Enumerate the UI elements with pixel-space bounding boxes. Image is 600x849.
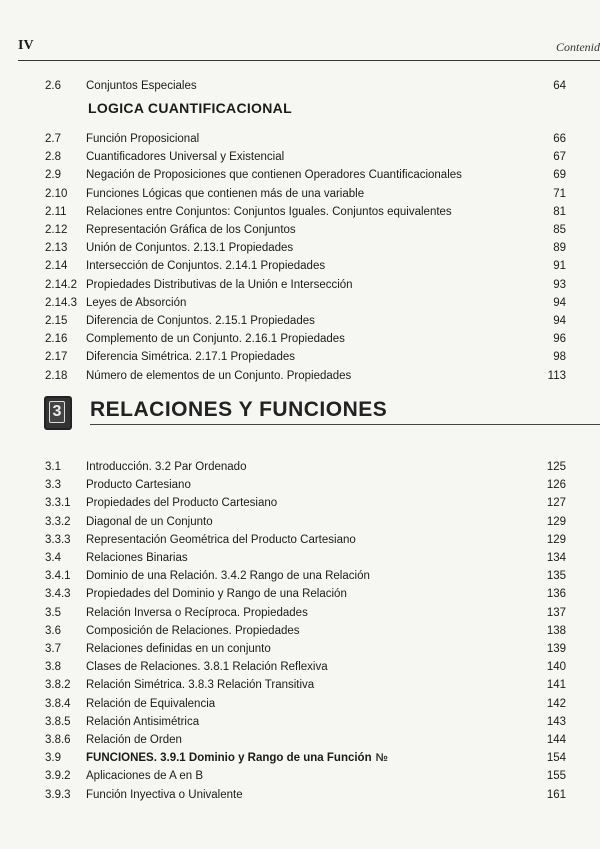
toc-entry-title [86,331,345,348]
toc-entry-page: 139 [546,643,566,655]
toc-entry-number: 2.9 [45,169,61,182]
toc-entry-number: 2.7 [45,133,61,145]
toc-entry-title [86,586,347,603]
toc-entry [0,313,600,330]
running-head: Contenid [556,40,600,54]
toc-entry [0,240,600,257]
toc-entry-title-text: Representación Geométrica del Producto Cartesiano [86,533,356,546]
toc-entry [0,204,600,221]
toc-entry-number: 2.14 [45,260,68,273]
toc-entry-title [86,477,191,494]
toc-entry-page: 71 [553,187,566,200]
toc-entry-title [86,605,308,622]
toc-entry [0,696,600,713]
toc-entry-page: 137 [546,606,566,619]
toc-entry-page: 141 [546,679,566,692]
toc-entry [0,787,600,804]
toc-entry [0,586,600,603]
toc-entry [0,477,600,494]
toc-entry-title-text: Relación de Orden [86,734,182,746]
toc-entry-page: 94 [553,296,566,309]
toc-entry-page: 126 [546,479,566,492]
toc-entry-number: 3.5 [45,606,61,619]
toc-entry [0,331,600,348]
toc-entry-number: 3.4.3 [45,588,71,601]
toc-entry-page: 91 [553,260,566,273]
toc-entry [0,532,600,549]
toc-entry-number: 3.9.3 [45,788,71,801]
toc-entry-title-text: Diagonal de un Conjunto [86,515,213,528]
toc-entry-title [86,131,199,148]
toc-entry-number: 2.15 [45,315,68,327]
toc-entry-number: 2.16 [45,333,68,346]
toc-entry-page: 66 [553,133,566,145]
toc-entry-number: 2.8 [45,151,61,164]
toc-entry-title-text: Cuantificadores Universal y Existencial [86,151,285,164]
toc-entry-title [86,149,284,166]
chapter-title: RELACIONES Y FUNCIONES [90,398,388,421]
toc-entry-page: 155 [546,770,566,783]
handwritten-mark: № [375,752,388,765]
toc-entry-number: 3.3.2 [45,515,71,528]
toc-entry-title [86,204,452,221]
toc-entry-number: 3.7 [45,643,61,655]
toc-entry [0,149,600,166]
section-subheading: LOGICA CUANTIFICACIONAL [88,100,292,116]
toc-entry [0,732,600,749]
toc-entry-number: 3.6 [45,624,61,637]
toc-entry [0,714,600,731]
toc-entry-title-text: Intersección de Conjuntos. 2.14.1 Propiedades [86,260,326,273]
toc-entry-number: 3.3.3 [45,533,71,546]
toc-entry-page: 69 [553,169,566,182]
toc-entry-number: 3.8.5 [45,715,71,728]
toc-entry [0,295,600,312]
toc-entry-title-text: Representación Gráfica de los Conjuntos [86,224,296,236]
toc-entry-title-text: Relación Simétrica. 3.8.3 Relación Transitiva [86,679,315,692]
toc-entry-title-text: Diferencia de Conjuntos. 2.15.1 Propiedades [86,315,315,327]
toc-entry-title [86,750,388,767]
toc-entry-page: 127 [546,497,566,510]
toc-entry-title-text: Propiedades del Dominio y Rango de una Relación [86,588,347,601]
toc-entry-title [86,222,296,239]
toc-entry-page: 89 [553,242,566,255]
toc-entry-title-text: Número de elementos de un Conjunto. Propiedades [86,369,352,382]
toc-entry-page: 67 [553,151,566,164]
toc-entry-number: 2.6 [45,80,61,92]
toc-entry-title [86,623,300,640]
toc-entry [0,495,600,512]
toc-entry [0,277,600,294]
toc-entry-number: 3.3.1 [45,497,71,510]
toc-entry-number: 2.14.2 [45,278,77,291]
header-rule [18,60,600,61]
toc-entry-number: 3.8.2 [45,679,71,692]
toc-entry-title-text: Funciones Lógicas que contienen más de una variable [86,187,365,200]
toc-entry-number: 2.18 [45,369,68,382]
toc-entry-number: 3.9 [45,752,61,765]
toc-entry-title [86,659,328,676]
toc-entry-title-text: Relación Antisimétrica [86,715,200,728]
toc-entry [0,623,600,640]
toc-entry-page: 129 [546,533,566,546]
toc-entry-number: 2.17 [45,351,68,364]
toc-entry-page: 144 [546,734,566,746]
toc-entry-page: 85 [553,224,566,236]
toc-entry-title-text: Relación Inversa o Recíproca. Propiedades [86,606,308,619]
toc-entry-title [86,295,186,312]
toc-entry-title [86,186,364,203]
toc-entry-page: 125 [546,461,566,473]
toc-entry [0,78,600,95]
toc-entry-number: 2.13 [45,242,68,255]
toc-entry-number: 3.9.2 [45,770,71,783]
toc-entry [0,131,600,148]
toc-entry-number: 2.11 [45,205,67,218]
toc-entry-number: 2.10 [45,187,68,200]
toc-entry-title-text: Producto Cartesiano [86,479,191,492]
toc-entry-title-text: Negación de Proposiciones que contienen Operadores Cuantificacionales [86,169,462,182]
toc-entry-title [86,240,293,257]
toc-entry-title [86,349,295,366]
toc-entry-title-text: Relaciones definidas en un conjunto [86,643,271,655]
toc-entry [0,368,600,385]
toc-entry-title-text: Aplicaciones de A en B [86,770,203,783]
toc-entry [0,750,600,767]
toc-entry-page: 96 [553,333,566,346]
toc-entry-title [86,258,325,275]
toc-entry [0,768,600,785]
toc-entry-title [86,732,182,749]
toc-entry-number: 3.8 [45,661,61,674]
toc-entry-number: 2.12 [45,224,68,236]
toc-entry-page: 135 [546,570,566,583]
toc-entry [0,222,600,239]
toc-entry-page: 136 [546,588,566,601]
page-header [18,38,600,58]
chapter-rule [90,424,600,425]
toc-entry [0,550,600,567]
toc-entry-title-text: Clases de Relaciones. 3.8.1 Relación Reflexiva [86,661,328,674]
toc-entry-page: 143 [546,715,566,728]
toc-entry-title-text: FUNCIONES. 3.9.1 Dominio y Rango de una Función [86,752,372,765]
toc-entry-page: 93 [553,278,566,291]
toc-entry-title-text: Conjuntos Especiales [86,80,197,92]
toc-entry-title-text: Relaciones Binarias [86,552,188,564]
toc-entry-title [86,313,315,330]
toc-entry-title-text: Leyes de Absorción [86,296,187,309]
toc-entry [0,349,600,366]
toc-entry-page: 113 [547,369,566,382]
toc-entry-title-text: Diferencia Simétrica. 2.17.1 Propiedades [86,351,296,364]
toc-entry-title-text: Propiedades Distributivas de la Unión e Intersección [86,278,353,291]
toc-entry-title [86,568,370,585]
toc-entry [0,186,600,203]
toc-entry [0,659,600,676]
toc-entry-title [86,696,215,713]
toc-entry-title [86,532,356,549]
toc-entry-title-text: Composición de Relaciones. Propiedades [86,624,300,637]
toc-entry-page: 138 [546,624,566,637]
toc-entry-number: 3.8.4 [45,697,71,710]
toc-entry-number: 2.14.3 [45,296,77,309]
toc-entry-title-text: Función Proposicional [86,133,200,145]
toc-entry-title [86,514,213,531]
toc-entry [0,258,600,275]
toc-entry-title [86,641,271,658]
toc-entry-number: 3.4 [45,552,61,564]
toc-entry-page: 129 [546,515,566,528]
toc-entry-page: 161 [546,788,566,801]
toc-entry-title [86,677,314,694]
toc-entry-number: 3.1 [45,461,61,473]
toc-entry-page: 94 [553,315,566,327]
toc-entry-title [86,167,462,184]
toc-entry-page: 81 [553,205,566,218]
toc-entry-number: 3.3 [45,479,61,492]
toc-entry [0,167,600,184]
toc-entry-number: 3.4.1 [45,570,71,583]
toc-entry-title-text: Función Inyectiva o Univalente [86,788,243,801]
toc-entry-page: 134 [546,552,566,564]
chapter-number-badge [44,396,72,430]
toc-entry-title [86,78,197,95]
toc-entry-page: 154 [546,752,566,765]
toc-entry-page: 98 [553,351,566,364]
toc-entry [0,641,600,658]
toc-entry [0,514,600,531]
toc-entry-title-text: Introducción. 3.2 Par Ordenado [86,461,247,473]
toc-entry-title-text: Dominio de una Relación. 3.4.2 Rango de una Relación [86,570,370,583]
toc-entry-page: 140 [546,661,566,674]
toc-entry-title-text: Relación de Equivalencia [86,697,216,710]
toc-entry-title [86,768,203,785]
toc-entry-page: 64 [553,80,566,92]
toc-entry-title [86,277,353,294]
toc-entry-title-text: Relaciones entre Conjuntos: Conjuntos Iguales. Conjuntos equivalentes [86,205,452,218]
toc-entry-title-text: Unión de Conjuntos. 2.13.1 Propiedades [86,242,294,255]
page-number: IV [18,38,34,53]
toc-entry [0,568,600,585]
toc-entry-title [86,459,246,476]
toc-entry [0,677,600,694]
toc-entry-title [86,714,199,731]
toc-entry-title [86,550,188,567]
chapter-heading [44,394,600,434]
toc-entry-title [86,368,351,385]
toc-entry-number: 3.8.6 [45,734,71,746]
toc-entry-title-text: Propiedades del Producto Cartesiano [86,497,278,510]
toc-entry [0,459,600,476]
toc-entry-title [86,787,243,804]
chapter-number: 3 [49,401,65,423]
toc-entry-title-text: Complemento de un Conjunto. 2.16.1 Propiedades [86,333,345,346]
toc-entry [0,605,600,622]
toc-entry-title [86,495,277,512]
toc-entry-page: 142 [546,697,566,710]
